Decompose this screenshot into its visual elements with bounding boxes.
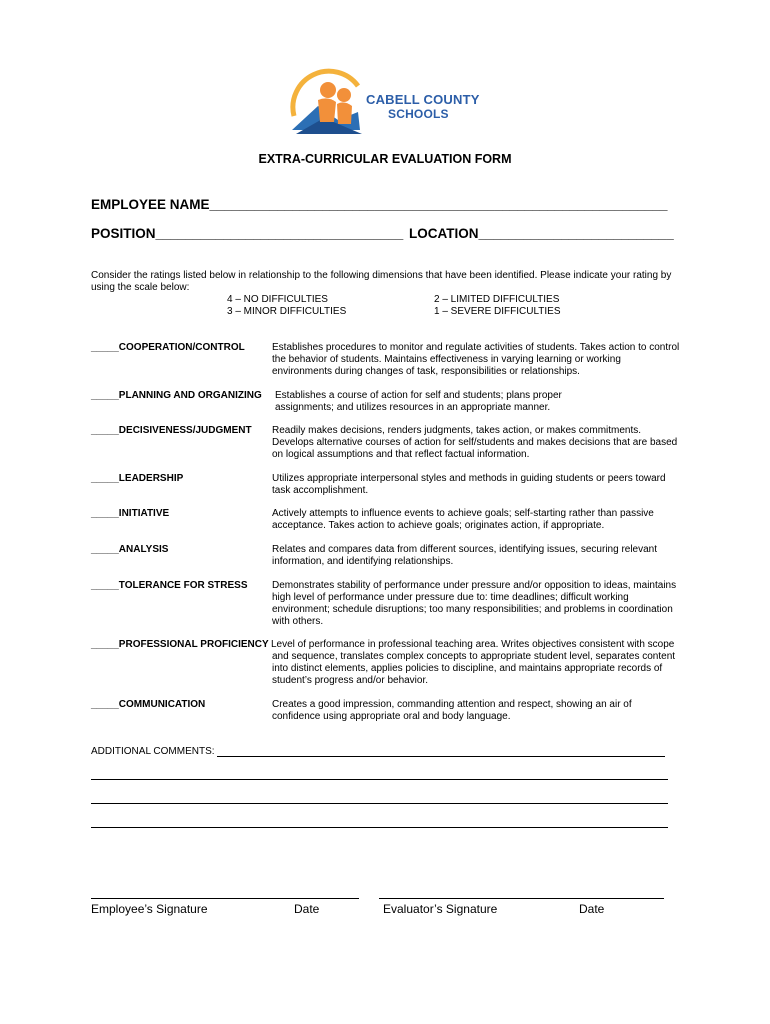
evaluator-signature-label: Evaluator’s Signature <box>383 902 498 916</box>
desc-cooperation-control: Establishes procedures to monitor and regulate activities of students. Takes action to control the behavior of students. Maintains effectiveness in varying learning or working environments during changes of task, responsibilities or relationships. <box>272 342 680 377</box>
rating-tolerance-for-stress[interactable]: _____TOLERANCE FOR STRESS <box>91 580 248 591</box>
location-field[interactable]: LOCATION__________________________ <box>409 226 674 241</box>
comments-line-4[interactable] <box>91 827 668 828</box>
comments-line-2[interactable] <box>91 779 668 780</box>
scale-4: 4 – NO DIFFICULTIES <box>227 294 328 305</box>
desc-tolerance-for-stress: Demonstrates stability of performance under pressure and/or opposition to ideas, maintains high level of performance under pressure due to: time deadlines; difficult working environment; schedule disruptions; too many responsibilities; and problems in coordination with others. <box>272 580 677 627</box>
rating-initiative[interactable]: _____INITIATIVE <box>91 508 170 519</box>
rating-communication[interactable]: _____COMMUNICATION <box>91 699 206 710</box>
rating-analysis[interactable]: _____ANALYSIS <box>91 544 169 555</box>
scale-1: 1 – SEVERE DIFFICULTIES <box>434 306 561 317</box>
rating-leadership[interactable]: _____LEADERSHIP <box>91 473 184 484</box>
employee-signature-label: Employee’s Signature <box>91 902 208 916</box>
evaluator-date-label: Date <box>579 902 605 916</box>
desc-communication: Creates a good impression, commanding attention and respect, showing an air of confidence using appropriate oral and body language. <box>272 699 632 722</box>
scale-2: 2 – LIMITED DIFFICULTIES <box>434 294 560 305</box>
cabell-county-logo <box>288 68 488 138</box>
rating-professional-proficiency[interactable]: _____PROFESSIONAL PROFICIENCY <box>91 639 269 650</box>
scale-3: 3 – MINOR DIFFICULTIES <box>227 306 347 317</box>
employee-signature-line[interactable] <box>91 898 359 899</box>
desc-initiative: Actively attempts to influence events to achieve goals; self-starting rather than passive acceptance. Takes action to achieve goals; originates action, if appropriate. <box>272 508 654 531</box>
additional-comments-label: ADDITIONAL COMMENTS: <box>91 746 215 757</box>
position-field[interactable]: POSITION_________________________________ <box>91 226 404 241</box>
comments-line-3[interactable] <box>91 803 668 804</box>
logo-graphic <box>288 68 368 138</box>
employee-date-label: Date <box>294 902 320 916</box>
evaluator-signature-line[interactable] <box>379 898 664 899</box>
desc-analysis: Relates and compares data from different sources, identifying issues, securing relevant information, and identifying relationships. <box>272 544 658 567</box>
desc-planning-organizing: Establishes a course of action for self and students; plans proper assignments; and utilizes resources in an appropriate manner. <box>275 390 562 413</box>
logo-text: CABELL COUNTY SCHOOLS <box>366 92 480 121</box>
form-title: EXTRA-CURRICULAR EVALUATION FORM <box>258 152 512 166</box>
employee-name-field[interactable]: EMPLOYEE NAME_____________________________________________________________ <box>91 197 668 212</box>
desc-decisiveness-judgment: Readily makes decisions, renders judgments, takes action, or makes commitments. Develops alternative courses of action for self/students and makes decisions that are based on logical assumptions and that reflect factual information. <box>272 425 678 460</box>
comments-line-1[interactable] <box>217 756 665 757</box>
instructions-text: Consider the ratings listed below in relationship to the following dimensions that have been identified. Please indicate your rating by using the scale below: <box>91 270 672 293</box>
desc-leadership: Utilizes appropriate interpersonal styles and methods in guiding students or peers toward task accomplishment. <box>272 473 666 496</box>
desc-professional-proficiency: Level of performance in professional teaching area. Writes objectives consistent with scope and sequence, translates complex concepts to appropriate student level, separates content into distinct elements, applies policies to discipline, and maintains appropriate records of student’s progress and/or behavior. <box>271 639 676 686</box>
rating-cooperation-control[interactable]: _____COOPERATION/CONTROL <box>91 342 245 353</box>
rating-decisiveness-judgment[interactable]: _____DECISIVENESS/JUDGMENT <box>91 425 252 436</box>
rating-planning-organizing[interactable]: _____PLANNING AND ORGANIZING <box>91 390 262 401</box>
